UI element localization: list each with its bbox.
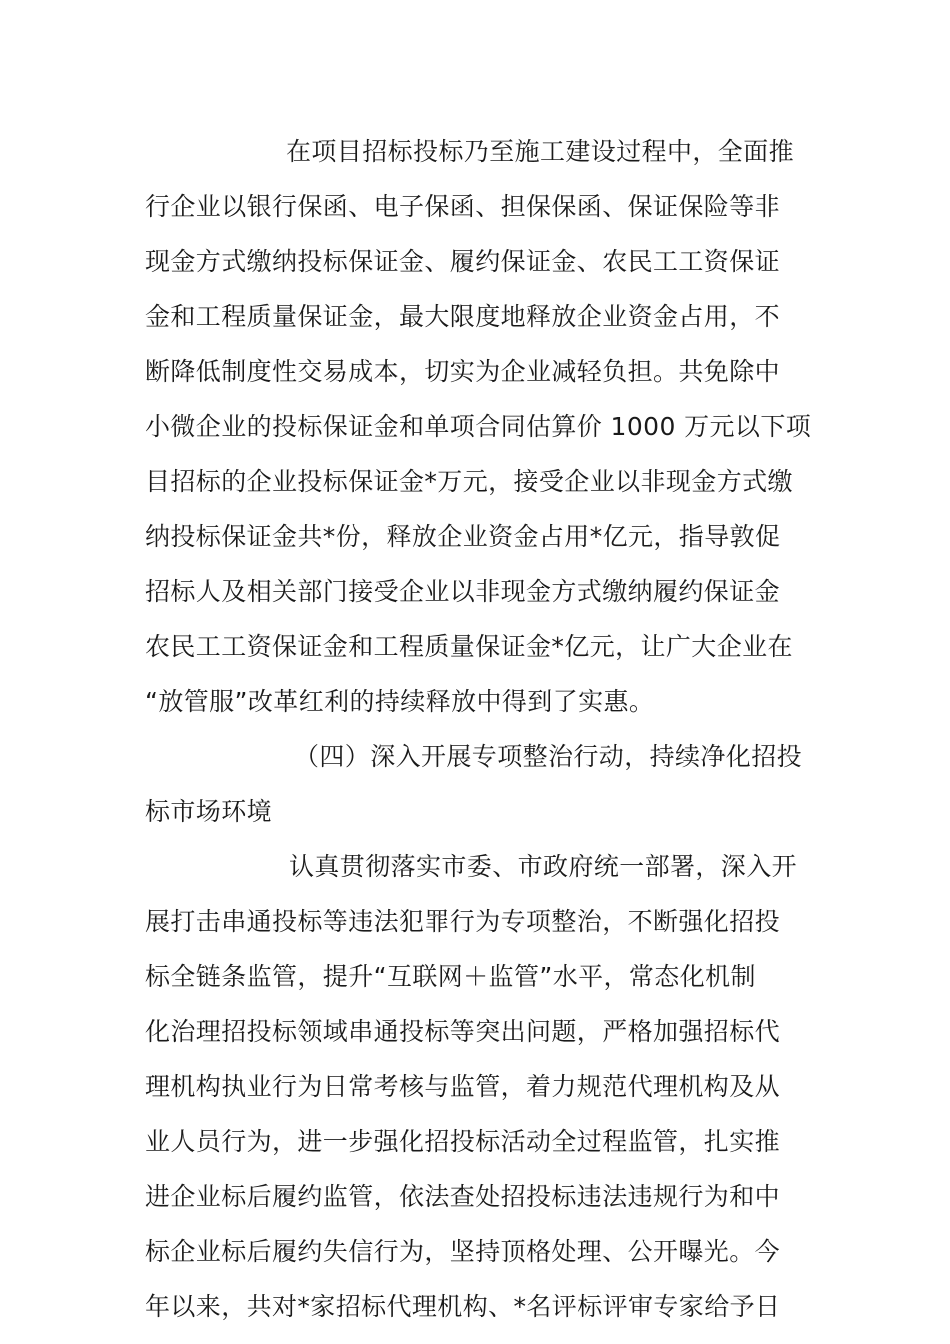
text-line: 进企业标后履约监管，依法查处招投标违法违规行为和中 (145, 1182, 781, 1211)
text-line: 业人员行为，进一步强化招投标活动全过程监管，扎实推 (145, 1127, 781, 1156)
text-line: 现金方式缴纳投标保证金、履约保证金、农民工工资保证 (145, 247, 781, 276)
text-line: 理机构执业行为日常考核与监管，着力规范代理机构及从 (145, 1072, 781, 1101)
text-line: 化治理招投标领域串通投标等突出问题，严格加强招标代 (145, 1017, 781, 1046)
text-line: 年以来，共对*家招标代理机构、*名评标评审专家给予日 (145, 1292, 781, 1321)
text-line: 展打击串通投标等违法犯罪行为专项整治，不断强化招投 (145, 907, 781, 936)
text-line: “放管服”改革红利的持续释放中得到了实惠。 (145, 687, 655, 716)
text-line: 在项目招标投标乃至施工建设过程中，全面推 (286, 137, 795, 166)
heading-line: 标市场环境 (145, 797, 273, 826)
text-line: 标企业标后履约失信行为，坚持顶格处理、公开曝光。今 (145, 1237, 781, 1266)
text-line: 标全链条监管，提升“互联网＋监管”水平，常态化机制 (145, 962, 756, 991)
heading-line: （四）深入开展专项整治行动，持续净化招投 (294, 742, 803, 771)
text-line: 断降低制度性交易成本，切实为企业减轻负担。共免除中 (145, 357, 781, 386)
text-line: 纳投标保证金共*份，释放企业资金占用*亿元，指导敦促 (145, 522, 781, 551)
text-line: 小微企业的投标保证金和单项合同估算价 1000 万元以下项 (145, 412, 812, 441)
text-line: 招标人及相关部门接受企业以非现金方式缴纳履约保证金 (145, 577, 781, 606)
text-line: 行企业以银行保函、电子保函、担保保函、保证保险等非 (145, 192, 781, 221)
text-line: 认真贯彻落实市委、市政府统一部署，深入开 (289, 852, 798, 881)
text-line: 金和工程质量保证金，最大限度地释放企业资金占用，不 (145, 302, 781, 331)
text-line: 目招标的企业投标保证金*万元，接受企业以非现金方式缴 (145, 467, 793, 496)
text-line: 农民工工资保证金和工程质量保证金*亿元，让广大企业在 (145, 632, 793, 661)
